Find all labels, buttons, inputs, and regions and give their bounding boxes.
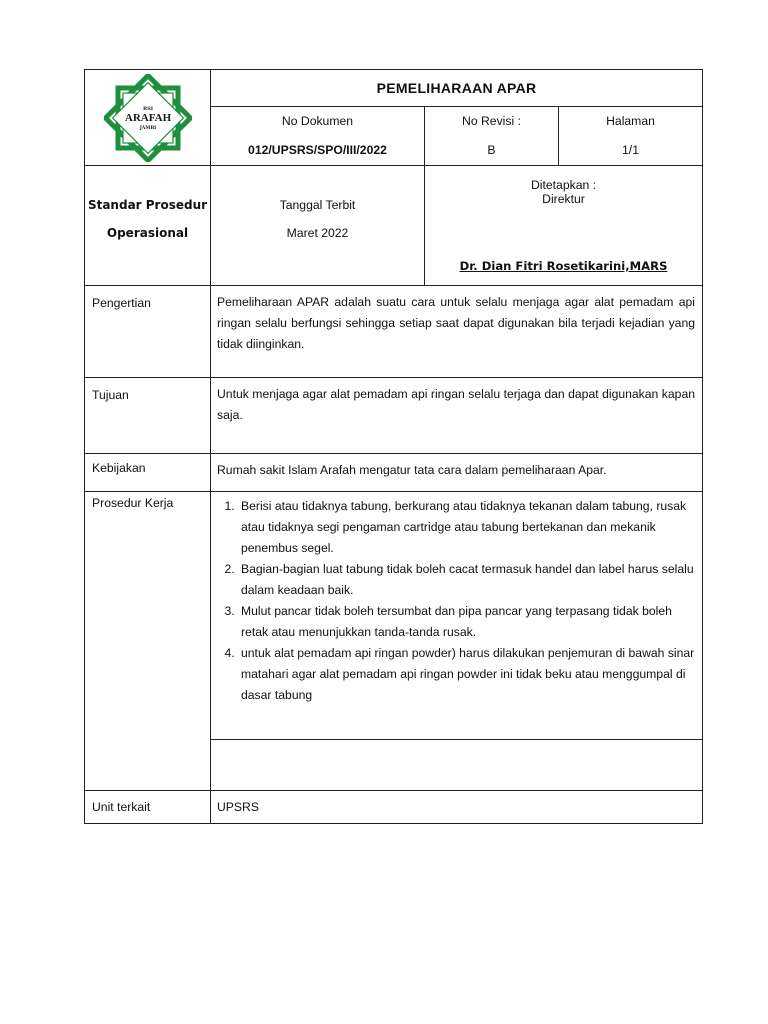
logo-name: ARAFAH [124,111,171,124]
prosedur-label: Prosedur Kerja [85,492,211,791]
prosedur-step: 2. Bagian-bagian luat tabung tidak boleh cacat termasuk handel dan label harus selalu dalam keadaan baik. [238,559,696,601]
no-revisi-cell [425,107,559,166]
logo-bottom-text: JAMBI [139,125,156,131]
sop-title-line2: Operasional [106,226,189,240]
tanggal-terbit-cell [211,166,425,286]
sop-document-table [84,69,703,824]
sop-title-line1: Standar Prosedur [87,198,208,212]
prosedur-steps-list [217,496,696,706]
unit-terkait-label: Unit terkait [85,791,211,824]
ditetapkan-label: Ditetapkan : [530,178,597,192]
prosedur-empty-area [211,740,702,790]
logo-top-text: RSI [142,105,153,112]
kebijakan-label: Kebijakan [85,454,211,492]
prosedur-step: 3. Mulut pancar tidak boleh tersumbat dan pipa pancar yang terpasang tidak boleh retak atau menunjukkan tanda-tanda rusak. [238,601,696,643]
prosedur-step: 1. Berisi atau tidaknya tabung, berkurang atau tidaknya tekanan dalam tabung, rusak atau tidaknya segi pengaman cartridge atau tabung bertekanan dan mekanik penembus segel. [238,496,696,559]
prosedur-steps-box [211,492,702,740]
tujuan-text: Untuk menjaga agar alat pemadam api ringan selalu terjaga dan dapat digunakan kapan saja. [211,378,703,454]
halaman-cell [559,107,703,166]
no-dokumen-cell [211,107,425,166]
kebijakan-text: Rumah sakit Islam Arafah mengatur tata cara dalam pemeliharaan Apar. [211,454,703,492]
pengertian-label: Pengertian [85,286,211,378]
hospital-logo [104,74,192,162]
tanggal-terbit-value: Maret 2022 [286,226,349,240]
jabatan-label: Direktur [542,192,585,206]
prosedur-cell [211,492,703,791]
document-title: PEMELIHARAAN APAR [211,70,703,107]
no-revisi-value: B [487,143,496,157]
tujuan-label: Tujuan [85,378,211,454]
no-dokumen-label: No Dokumen [281,114,354,128]
pengertian-text: Pemeliharaan APAR adalah suatu cara untuk selalu menjaga agar alat pemadam api ringan selalu berfungsi sehingga setiap saat dapat digunakan bila terjadi kejadian yang tidak diinginkan. [211,286,703,378]
signer-name: Dr. Dian Fitri Rosetikarini,MARS [459,259,668,273]
unit-terkait-value: UPSRS [211,791,703,824]
no-dokumen-value: 012/UPSRS/SPO/III/2022 [248,143,387,157]
ditetapkan-cell [425,166,703,286]
sop-title-cell [85,166,211,286]
tanggal-terbit-label: Tanggal Terbit [279,198,356,212]
halaman-label: Halaman [606,114,655,128]
halaman-value: 1/1 [622,143,639,157]
no-revisi-label: No Revisi : [462,114,521,128]
logo-cell [85,70,211,166]
prosedur-step: 4. untuk alat pemadam api ringan powder) harus dilakukan penjemuran di bawah sinar matahari agar alat pemadam api ringan powder ini tidak beku atau menggumpal di dasar tabung [238,643,696,706]
